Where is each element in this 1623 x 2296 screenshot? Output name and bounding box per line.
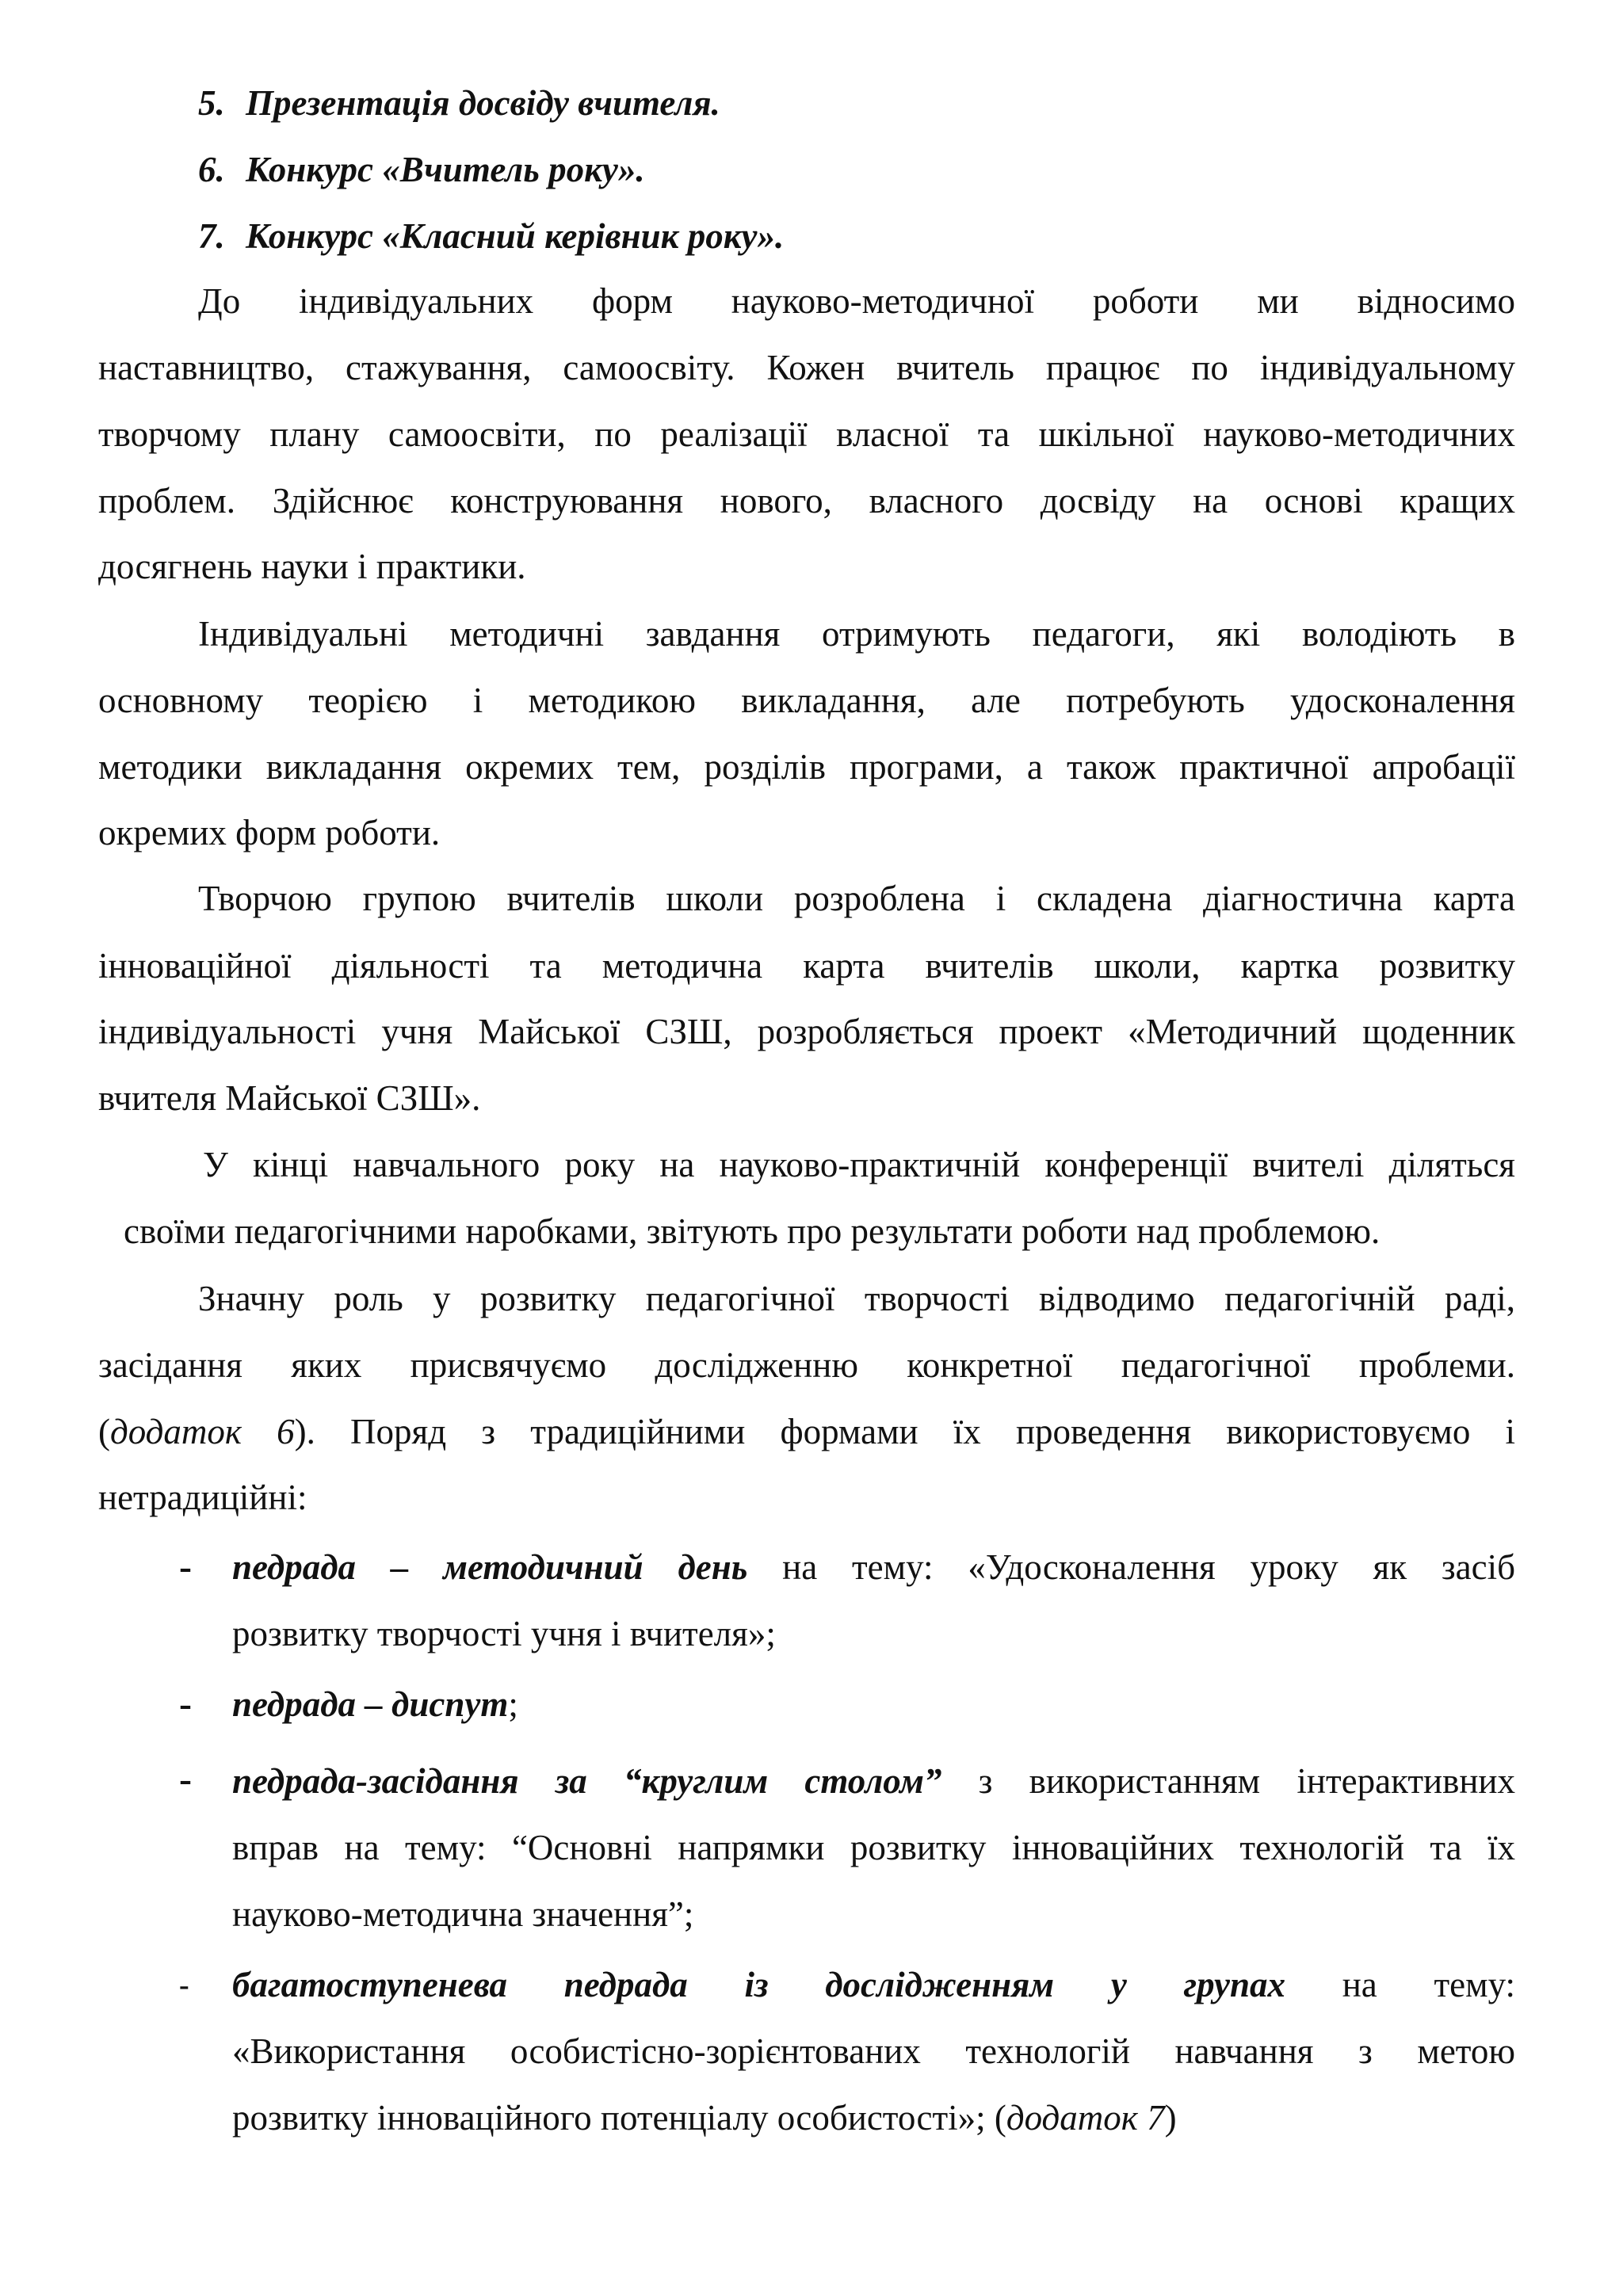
item-text: Презентація досвіду вчителя. [246, 83, 720, 123]
paragraph-3-line-1: Творчою групою вчителів школи розроблена і складена діагностична карта [198, 879, 1515, 918]
bullet-2-line-1 [232, 1680, 1515, 1728]
bullet-marker: - [179, 1969, 189, 2002]
bullet-4-line-3 [232, 2094, 1515, 2142]
bullet-2-rest: ; [508, 1684, 518, 1724]
paragraph-4-line-1: У кінці навчального року на науково-практичній конференції вчителі діляться [203, 1145, 1515, 1184]
paren-open: ( [98, 1412, 110, 1451]
bullet-3-line-2: вправ на тему: “Основні напрямки розвитку інноваційних технологій та їх [232, 1828, 1515, 1867]
item-text: Конкурс «Вчитель року». [246, 150, 645, 189]
item-number: 5. [198, 83, 225, 123]
bullet-4-line-2: «Використання особистісно-зорієнтованих технологій навчання з метою [232, 2031, 1515, 2071]
paragraph-2-line-1: Індивідуальні методичні завдання отримують педагоги, які володіють в [198, 614, 1515, 654]
bullet-1-line-1 [232, 1543, 1515, 1591]
paragraph-1-line-5: досягнень науки і практики. [98, 547, 526, 586]
bullet-marker: - [179, 1758, 192, 1800]
appendix-ref-7: додаток 7 [1006, 2098, 1165, 2138]
bullet-marker: - [179, 1683, 192, 1725]
paragraph-3-line-2: інноваційної діяльності та методична карта вчителів школи, картка розвитку [98, 946, 1515, 986]
paragraph-5-line-4: нетрадиційні: [98, 1478, 307, 1517]
bullet-1-title: педрада – методичний день [232, 1547, 748, 1587]
paragraph-2-line-3: методики викладання окремих тем, розділів програми, а також практичної апробації [98, 747, 1515, 787]
appendix-ref-6: додаток 6 [110, 1412, 295, 1451]
bullet-4-line-1 [232, 1961, 1515, 2008]
bullet-3-line-3: науково-методична значення”; [232, 1894, 694, 1934]
bullet-4-rest: на тему: [1285, 1965, 1515, 2004]
item-text: Конкурс «Класний керівник року». [246, 216, 785, 256]
bullet-2-title: педрада – диспут [232, 1684, 509, 1724]
bullet-1-rest: на тему: «Удосконалення уроку як засіб [747, 1547, 1516, 1587]
paragraph-2-line-2: основному теорією і методикою викладання, але потребують удосконалення [98, 681, 1515, 720]
numbered-item-5 [198, 79, 1615, 127]
paragraph-5-line-3 [98, 1408, 1515, 1455]
numbered-item-6 [198, 146, 1615, 193]
bullet-1-line-2: розвитку творчості учня і вчителя»; [232, 1614, 776, 1653]
paragraph-1-line-2: наставництво, стажування, самоосвіту. Кожен вчитель працює по індивідуальному [98, 348, 1515, 387]
paragraph-1-line-3: творчому плану самоосвіти, по реалізації власної та шкільної науково-методичних [98, 414, 1515, 454]
numbered-item-7 [198, 212, 1615, 260]
line-text: розвитку інноваційного потенціалу особистості»; ( [232, 2098, 1006, 2138]
paragraph-1-line-4: проблем. Здійснює конструювання нового, власного досвіду на основі кращих [98, 481, 1515, 521]
bullet-3-rest: з використанням інтерактивних [941, 1761, 1515, 1801]
item-number: 7. [198, 216, 225, 256]
bullet-3-title: педрада-засідання за “круглим столом” [232, 1761, 942, 1801]
paragraph-1-line-1: До індивідуальних форм науково-методичної роботи ми відносимо [198, 281, 1515, 321]
bullet-3-line-1 [232, 1757, 1515, 1805]
paragraph-2-line-4: окремих форм роботи. [98, 813, 441, 852]
paragraph-3-line-3: індивідуальності учня Майської СЗШ, розробляється проект «Методичний щоденник [98, 1012, 1515, 1051]
paragraph-4-line-2: своїми педагогічними наробками, звітують про результати роботи над проблемою. [124, 1211, 1381, 1251]
line-rest: ). Поряд з традиційними формами їх проведення використовуємо і [294, 1412, 1515, 1451]
item-number: 6. [198, 150, 225, 189]
paragraph-5-line-2: засідання яких присвячуємо дослідженню конкретної педагогічної проблеми. [98, 1345, 1515, 1385]
bullet-marker: - [179, 1546, 192, 1588]
paragraph-5-line-1: Значну роль у розвитку педагогічної творчості відводимо педагогічній раді, [198, 1279, 1515, 1318]
paragraph-3-line-4: вчителя Майської СЗШ». [98, 1078, 481, 1118]
bullet-4-title: багатоступенева педрада із дослідженням у групах [232, 1965, 1286, 2004]
paren-close: ) [1164, 2098, 1177, 2138]
